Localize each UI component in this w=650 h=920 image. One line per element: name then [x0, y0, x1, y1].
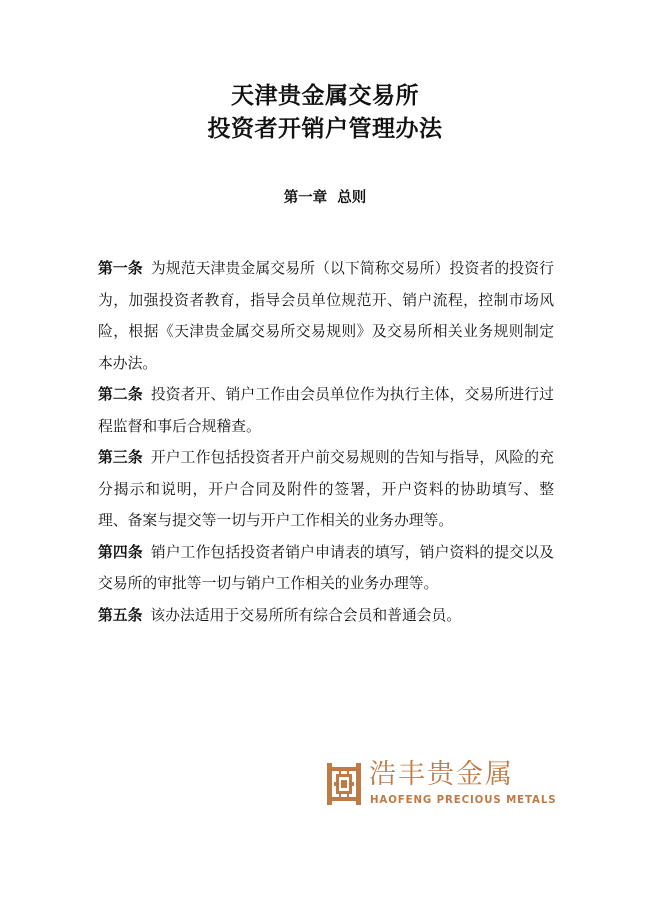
article-text: 开户工作包括投资者开户前交易规则的告知与指导，风险的充分揭示和说明，开户合同及附件的签署，开户资料的协助填写、整理、备案与提交等一切与开户工作相关的业务办理等。 — [98, 449, 554, 529]
document-title — [0, 80, 650, 146]
article-label: 第三条 — [98, 449, 143, 466]
articles-list — [98, 253, 554, 631]
article-3 — [98, 442, 554, 537]
article-4 — [98, 537, 554, 600]
article-label: 第五条 — [98, 606, 143, 624]
article-text: 投资者开、销户工作由会员单位作为执行主体，交易所进行过程监督和事后合规稽查。 — [98, 386, 554, 435]
title-line-2: 投资者开销户管理办法 — [207, 116, 443, 142]
article-label: 第一条 — [98, 260, 143, 277]
logo-name-en: HAOFENG PRECIOUS METALS — [370, 795, 557, 806]
logo-name-cn: 浩丰贵金属 — [369, 759, 514, 790]
title-line-1: 天津贵金属交易所 — [231, 83, 419, 109]
article-text: 为规范天津贵金属交易所（以下简称交易所）投资者的投资行为，加强投资者教育，指导会员单位规范开、销户流程，控制市场风险，根据《天津贵金属交易所交易规则》及交易所相关业务规则制定本办法。 — [98, 260, 554, 372]
article-label: 第四条 — [98, 543, 143, 561]
chapter-heading: 第一章 总则 — [283, 190, 367, 206]
article-1 — [98, 253, 554, 379]
article-label: 第二条 — [98, 386, 143, 403]
article-5 — [98, 600, 554, 632]
bronze-vessel-icon — [326, 762, 362, 806]
article-2 — [98, 379, 554, 442]
article-text: 销户工作包括投资者销户申请表的填写，销户资料的提交以及交易所的审批等一切与销户工作相关的业务办理等。 — [98, 543, 554, 592]
haofeng-watermark-logo — [326, 759, 557, 810]
article-text: 该办法适用于交易所所有综合会员和普通会员。 — [150, 606, 462, 624]
